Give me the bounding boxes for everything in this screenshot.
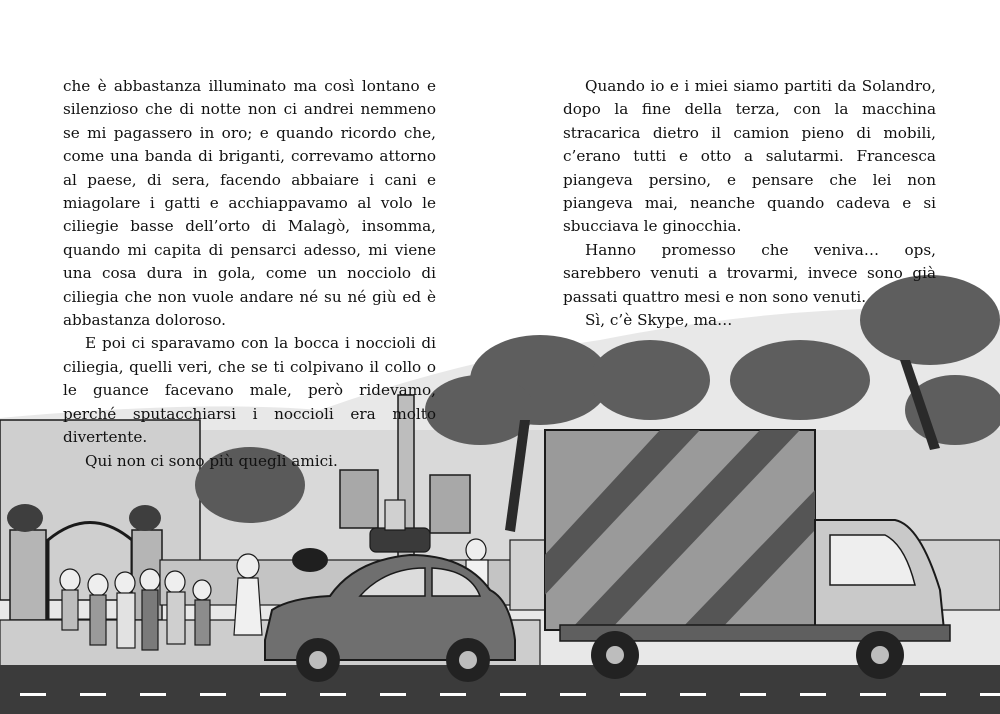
bush xyxy=(129,505,161,531)
shutter-window-right xyxy=(430,475,470,533)
paragraph: che è abbastanza illuminato ma così lontano e silenzioso che di notte non ci andrei nemmeno se mi pagassero in oro; e quando ricordo che, come una banda di briganti, correvamo attorno al paese, di sera, facendo abbaiare i cani e miagolare i gatti e acchiappavamo al volo le ciliegie basse dell’orto di Malagò, insomma, quando mi capita di pensarci adesso, mi viene una cosa dura in gola, come un nocciolo di ciliegia che non vuole andare né su né giù ed è abbastanza doloroso. xyxy=(63,77,436,330)
paragraph: Sì, c’è Skype, ma… xyxy=(585,311,733,330)
right-page-text xyxy=(563,75,936,332)
road xyxy=(0,665,1000,714)
cat xyxy=(292,548,328,572)
gate-pillar-left xyxy=(10,530,46,620)
woman xyxy=(234,554,262,635)
shutter-window-left xyxy=(340,470,378,528)
paragraph: Quando io e i miei siamo partiti da Solandro, dopo la fine della terza, con la macchina stracarica dietro il camion pieno di mobili, c’erano tutti e otto a salutarmi. Francesca piangeva persino, e pensare che lei non piangeva mai, neanche quando cadeva e si sbucciava le ginocchia. xyxy=(563,77,936,236)
tree-canopy xyxy=(730,340,870,420)
paragraph: Hanno promesso che veniva… ops, sarebbero venuti a trovarmi, invece sono già passati quattro mesi e non sono venuti. xyxy=(563,240,936,306)
tree-canopy xyxy=(590,340,710,420)
paragraph: E poi ci sparavamo con la bocca i noccioli di ciliegia, quelli veri, che se ti colpivano il collo o le guance facevano male, però ridevamo, perché sputacchiarsi i noccioli era molto divertente. xyxy=(63,334,436,447)
bush xyxy=(7,504,43,532)
paragraph: Qui non ci sono più quegli amici. xyxy=(85,451,338,470)
left-page-text xyxy=(63,75,436,473)
